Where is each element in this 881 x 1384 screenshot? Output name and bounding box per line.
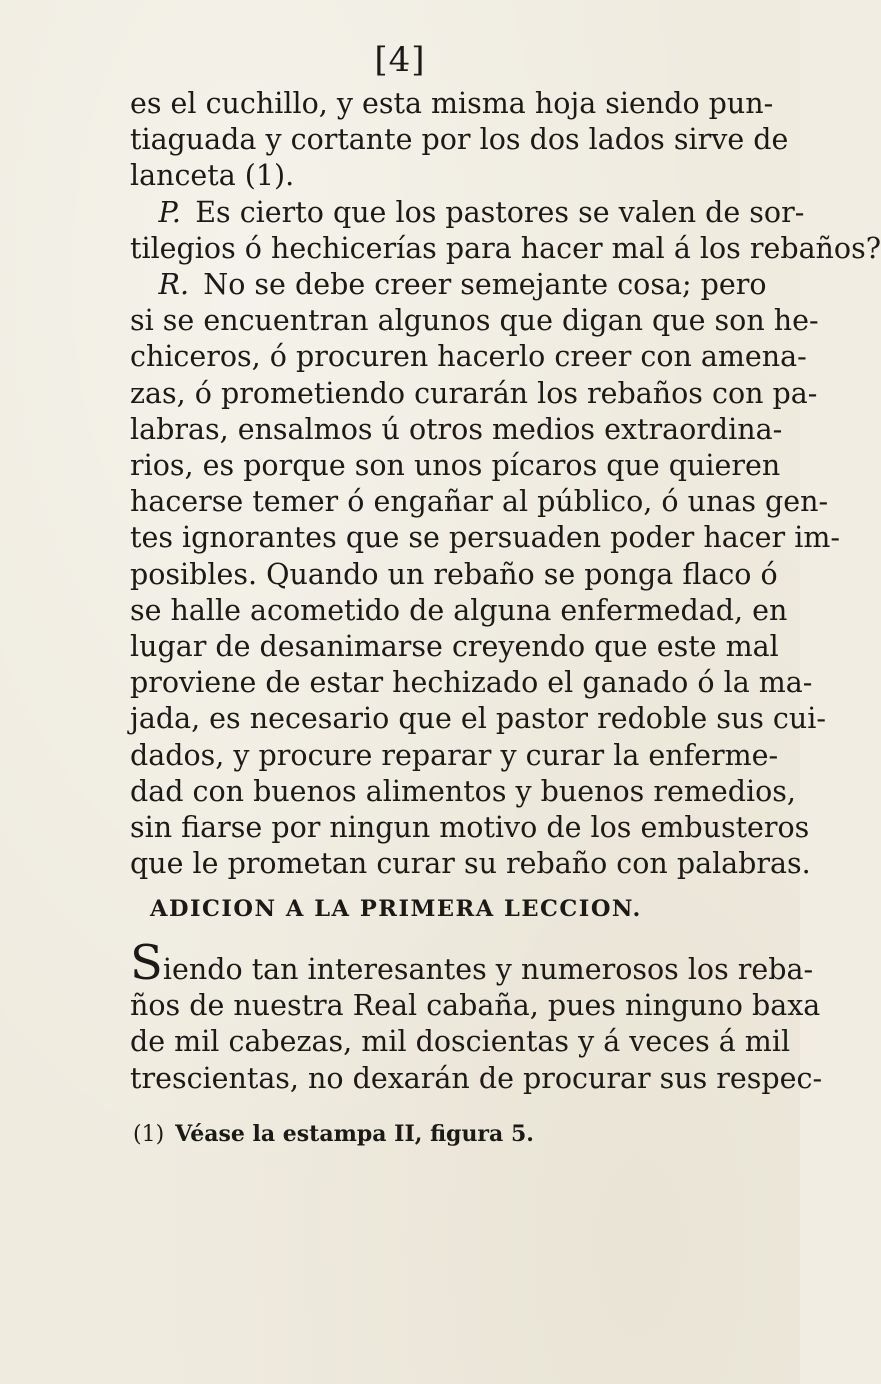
text-line: trescientas, no dexarán de procurar sus respec- [130,1061,823,1095]
text-line: que le prometan curar su rebaño con palabras. [130,847,811,881]
text-line: rios, es porque son unos pícaros que quieren [130,449,781,483]
text-line: de mil cabezas, mil doscientas y á veces á mil [130,1025,791,1059]
text-line: tiaguada y cortante por los dos lados sirve de [130,123,789,157]
text-line: proviene de estar hechizado el ganado ó la ma- [130,666,813,700]
question-line [130,195,805,231]
speaker-label-question: P. [158,195,181,229]
text-line: posibles. Quando un rebaño se ponga flaco ó [130,557,778,591]
main-text [130,86,881,882]
text-line: chiceros, ó procuren hacerlo creer con amena- [130,340,807,374]
text-segment: No se debe creer semejante cosa; pero [203,268,767,302]
text-segment: iendo tan interesantes y numerosos los reba- [162,953,814,986]
text-line: tilegios ó hechicerías para hacer mal á los rebaños? [130,231,881,265]
text-line: si se encuentran algunos que digan que son he- [130,304,819,338]
drop-cap: S [130,935,163,991]
footnote-text: Véase la estampa II, figura 5. [175,1121,534,1147]
footnote [133,1121,534,1147]
footnote-marker: (1) [133,1122,165,1147]
text-line: lugar de desanimarse creyendo que este mal [130,630,779,664]
text-line: hacerse temer ó engañar al público, ó unas gen- [130,485,829,519]
text-line: es el cuchillo, y esta misma hoja siendo pun- [130,87,774,120]
section-heading: ADICION A LA PRIMERA LECCION. [150,896,642,922]
text-line: se halle acometido de alguna enfermedad, en [130,593,788,627]
text-segment: Es cierto que los pastores se valen de sor- [195,195,805,229]
text-line: jada, es necesario que el pastor redoble sus cui- [130,702,826,736]
section-first-line [130,935,814,991]
text-line: lanceta (1). [130,159,295,193]
page-number: [4] [374,40,426,80]
section-text [130,935,823,1097]
text-line: dad con buenos alimentos y buenos remedios, [130,774,796,808]
text-line: tes ignorantes que se persuaden poder hacer im- [130,521,840,555]
text-line: labras, ensalmos ú otros medios extraordina- [130,412,783,446]
speaker-label-answer: R. [158,268,190,302]
text-line: sin fiarse por ningun motivo de los embusteros [130,811,810,845]
text-line: zas, ó prometiendo curarán los rebaños con pa- [130,376,818,410]
text-line: dados, y procure reparar y curar la enferme- [130,738,779,772]
answer-line [130,267,767,303]
text-line: ños de nuestra Real cabaña, pues ninguno baxa [130,989,821,1023]
